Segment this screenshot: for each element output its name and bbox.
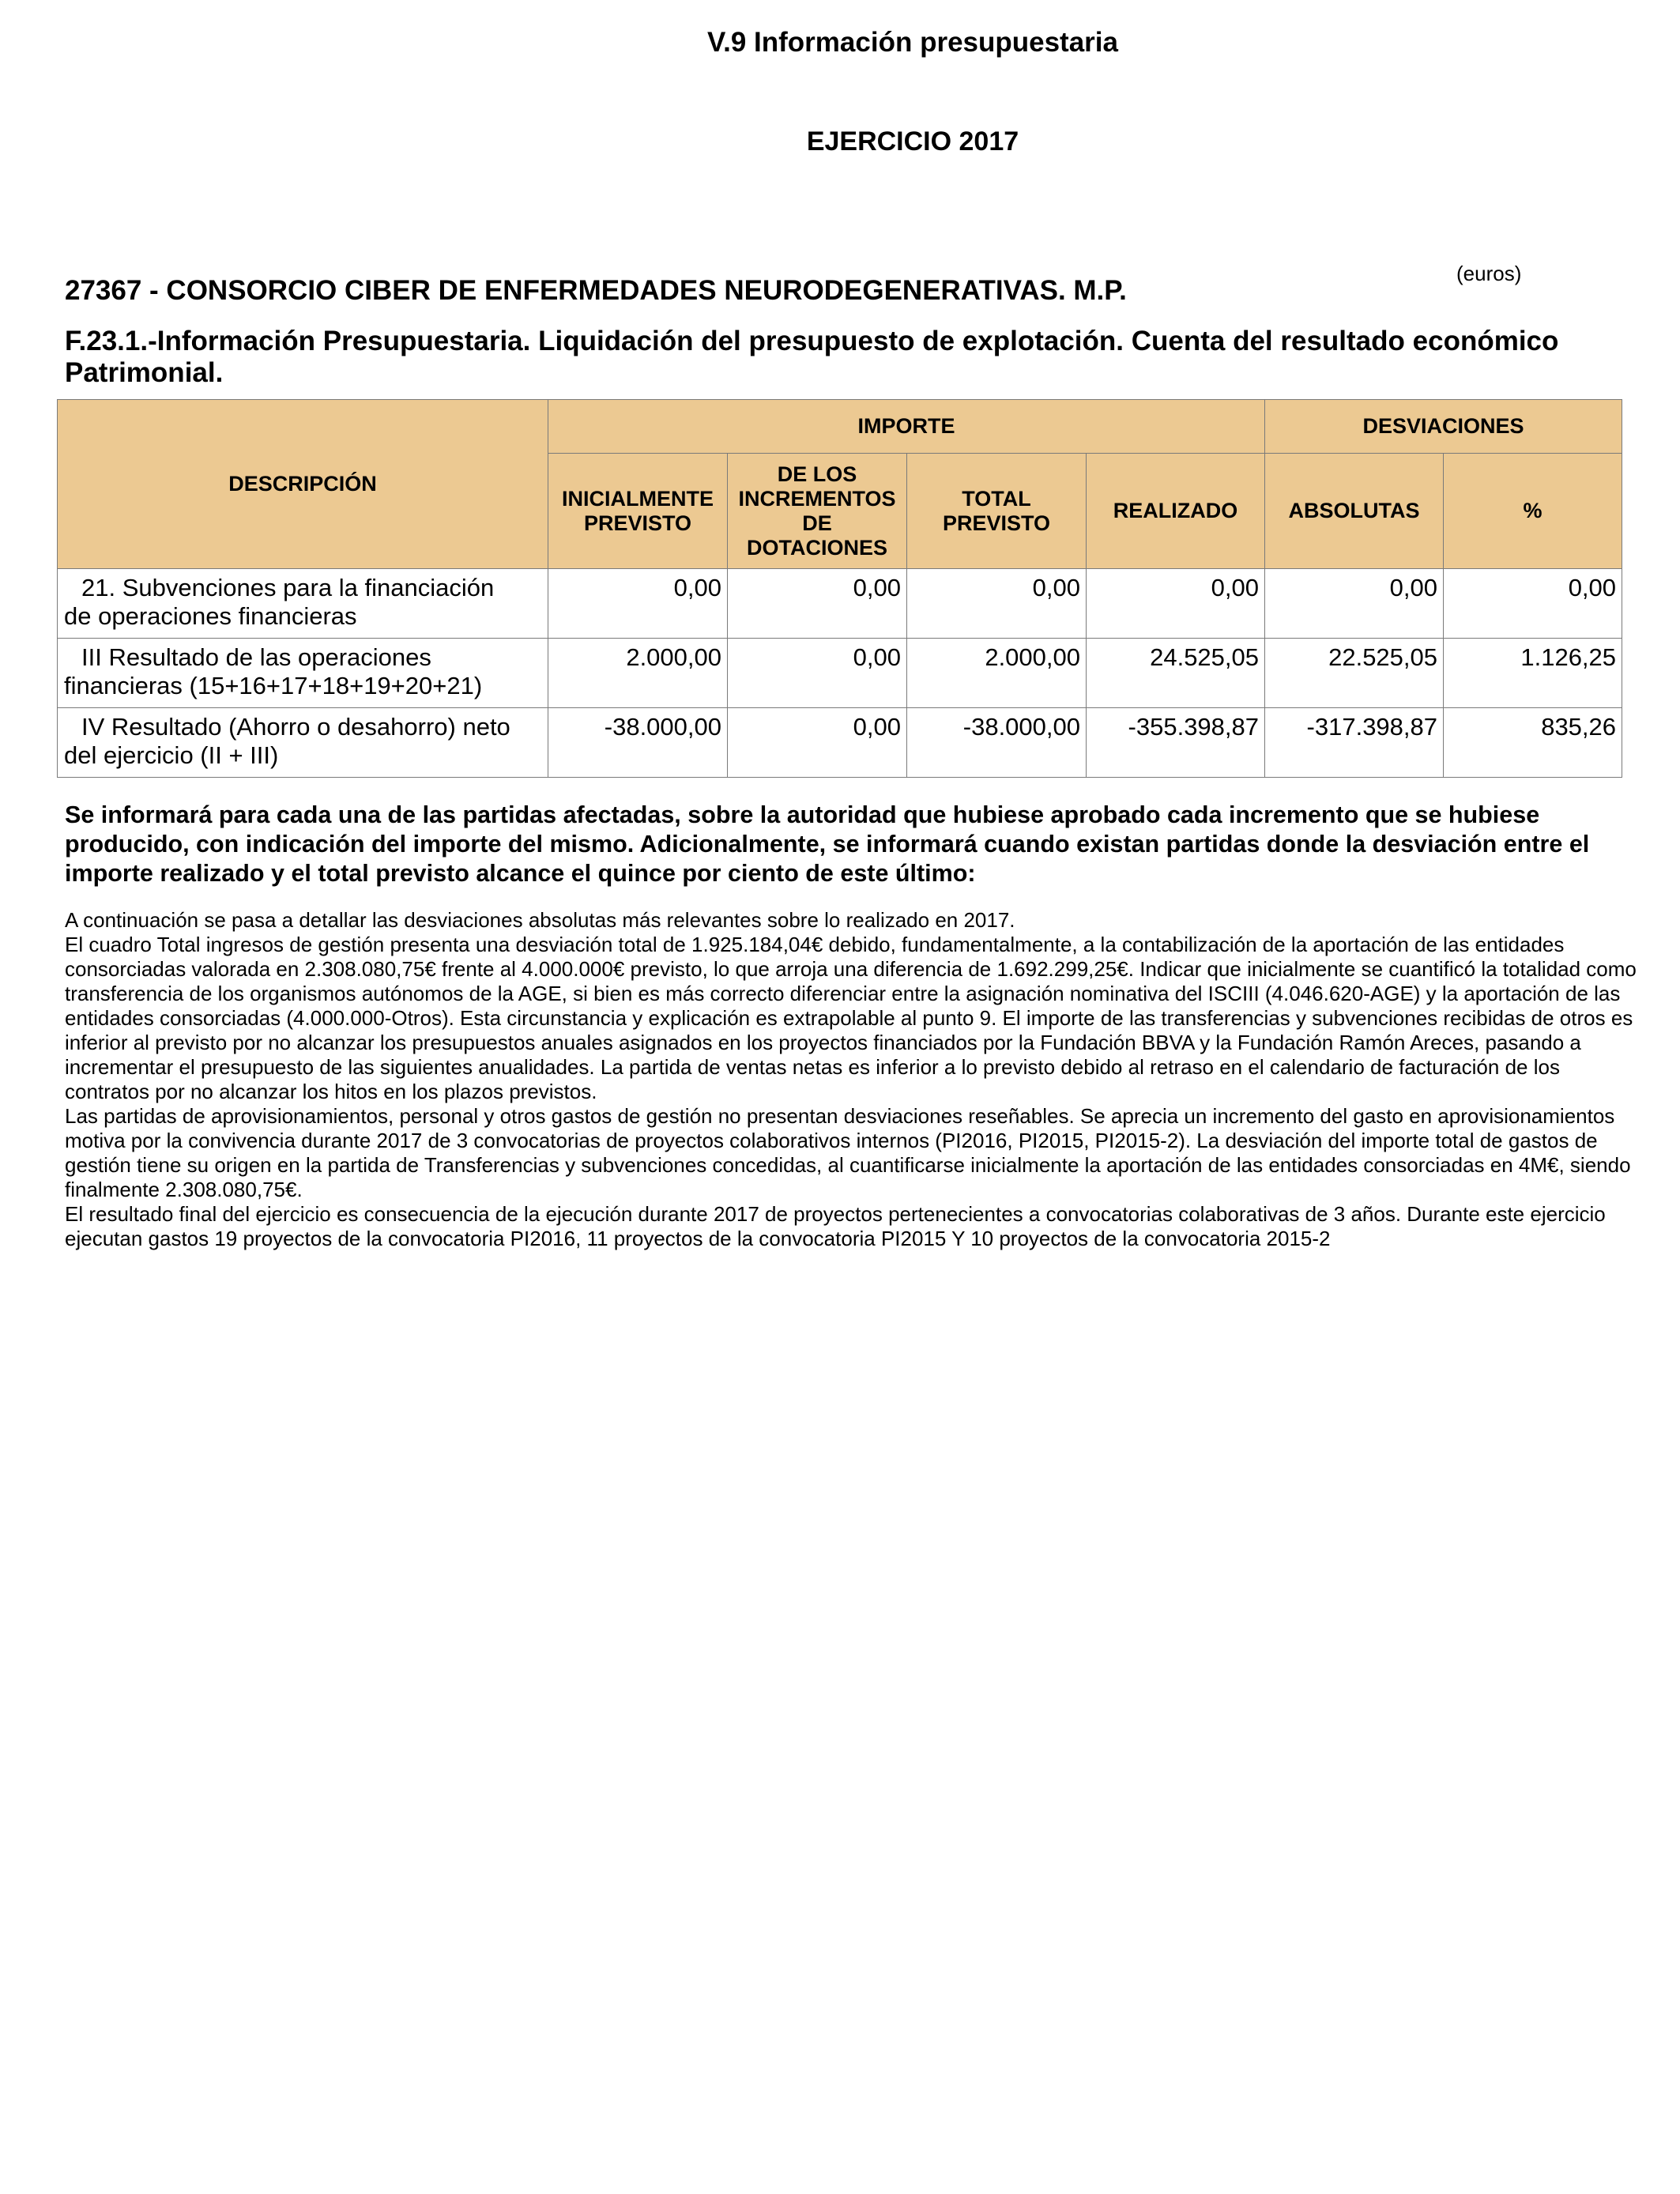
cell-porcentaje: 1.126,25 <box>1444 639 1622 708</box>
cell-incrementos: 0,00 <box>728 708 907 778</box>
row-desc-line2: de operaciones financieras <box>64 602 357 630</box>
row-desc-line1: III Resultado de las operaciones <box>81 643 431 671</box>
cell-absolutas: 0,00 <box>1265 569 1444 639</box>
header-total-line1: TOTAL <box>962 486 1031 511</box>
report-title: F.23.1.-Información Presupuestaria. Liquidación del presupuesto de explotación. Cuenta del resultado económico Patrimonial. <box>65 326 1559 388</box>
cell-total-previsto: 2.000,00 <box>907 639 1087 708</box>
header-incrementos-line3: DE <box>802 511 832 535</box>
header-incrementos-line4: DOTACIONES <box>746 535 887 560</box>
table-row <box>58 639 1622 708</box>
cell-total-previsto: 0,00 <box>907 569 1087 639</box>
table-row <box>58 569 1622 639</box>
row-description <box>58 708 548 778</box>
cell-absolutas: -317.398,87 <box>1265 708 1444 778</box>
entity-title: 27367 - CONSORCIO CIBER DE ENFERMEDADES NEURODEGENERATIVAS. M.P. <box>65 275 1127 306</box>
cell-inicialmente-previsto: 0,00 <box>548 569 728 639</box>
header-realizado: REALIZADO <box>1087 454 1265 569</box>
header-inicialmente-line1: INICIALMENTE <box>562 486 714 511</box>
row-desc-line1: IV Resultado (Ahorro o desahorro) neto <box>81 713 510 741</box>
budget-table <box>57 399 1622 778</box>
cell-realizado: 0,00 <box>1087 569 1265 639</box>
header-total-previsto <box>907 454 1087 569</box>
row-desc-line1: 21. Subvenciones para la financiación <box>81 574 495 601</box>
header-total-line2: PREVISTO <box>942 511 1051 535</box>
cell-porcentaje: 835,26 <box>1444 708 1622 778</box>
cell-porcentaje: 0,00 <box>1444 569 1622 639</box>
header-absolutas: ABSOLUTAS <box>1265 454 1444 569</box>
header-inicialmente-previsto <box>548 454 728 569</box>
cell-total-previsto: -38.000,00 <box>907 708 1087 778</box>
exercise-title: EJERCICIO 2017 <box>806 126 1019 156</box>
header-desviaciones: DESVIACIONES <box>1265 400 1622 454</box>
cell-inicialmente-previsto: 2.000,00 <box>548 639 728 708</box>
header-inicialmente-line2: PREVISTO <box>583 511 692 535</box>
units-label: (euros) <box>1456 262 1522 285</box>
notes-heading: Se informará para cada una de las partidas afectadas, sobre la autoridad que hubiese aprobado cada incremento que se hubiese producido, con indicación del importe del mismo. Adicionalmente, se informará cuando existan partidas donde la desviación entre el importe realizado y el total previsto alcance el quince por ciento de este último: <box>65 801 1590 887</box>
cell-realizado: 24.525,05 <box>1087 639 1265 708</box>
header-incrementos-line1: DE LOS <box>777 462 857 486</box>
table-row <box>58 708 1622 778</box>
cell-incrementos: 0,00 <box>728 569 907 639</box>
row-desc-line2: financieras (15+16+17+18+19+20+21) <box>64 672 483 699</box>
cell-absolutas: 22.525,05 <box>1265 639 1444 708</box>
cell-realizado: -355.398,87 <box>1087 708 1265 778</box>
header-descripcion: DESCRIPCIÓN <box>58 400 548 569</box>
cell-inicialmente-previsto: -38.000,00 <box>548 708 728 778</box>
cell-incrementos: 0,00 <box>728 639 907 708</box>
section-title: V.9 Información presupuestaria <box>707 27 1118 58</box>
header-importe: IMPORTE <box>548 400 1265 454</box>
header-incrementos <box>728 454 907 569</box>
row-desc-line2: del ejercicio (II + III) <box>64 741 279 769</box>
notes-body: A continuación se pasa a detallar las desviaciones absolutas más relevantes sobre lo realizado en 2017. El cuadro Total ingresos de gestión presenta una desviación total de 1.925.184,04€ debido, fundamentalmente, a la contabilización de la aportación de las entidades consorciadas valorada en 2.308.080,75€ frente al 4.000.000€ previsto, lo que arroja una diferencia de 1.692.299,25€. Indicar que inicialmente se cuantificó la totalidad como transferencia de los organismos autónomos de la AGE, si bien es más correcto diferenciar entre la asignación nominativa del ISCIII (4.046.620-AGE) y la aportación de las entidades consorciadas (4.000.000-Otros). Esta circunstancia y explicación es extrapolable al punto 9. El importe de las transferencias y subvenciones recibidas de otros es inferior al previsto por no alcanzar los presupuestos anuales asignados en los proyectos financiados por la Fundación BBVA y la Fundación Ramón Areces, pasando a incrementar el presupuesto de las siguientes anualidades. La partida de ventas netas es inferior a lo previsto debido al retraso en el calendario de facturación de los contratos por no alcanzar los hitos en los plazos previstos. Las partidas de aprovisionamientos, personal y otros gastos de gestión no presentan desviaciones reseñables. Se aprecia un incremento del gasto en aprovisionamientos motiva por la convivencia durante 2017 de 3 convocatorias de proyectos colaborativos internos (PI2016, PI2015, PI2015-2). La desviación del importe total de gastos de gestión tiene su origen en la partida de Transferencias y subvenciones concedidas, al cuantificarse inicialmente la aportación de las entidades consorciadas en 4M€, siendo finalmente 2.308.080,75€. El resultado final del ejercicio es consecuencia de la ejecución durante 2017 de proyectos pertenecientes a convocatorias colaborativas de 3 años. Durante este ejercicio ejecutan gastos 19 proyectos de la convocatoria PI2016, 11 proyectos de la convocatoria PI2015 Y 10 proyectos de la convocatoria 2015-2 <box>65 908 1637 1250</box>
header-porcentaje: % <box>1444 454 1622 569</box>
row-description <box>58 639 548 708</box>
row-description <box>58 569 548 639</box>
header-incrementos-line2: INCREMENTOS <box>738 486 896 511</box>
